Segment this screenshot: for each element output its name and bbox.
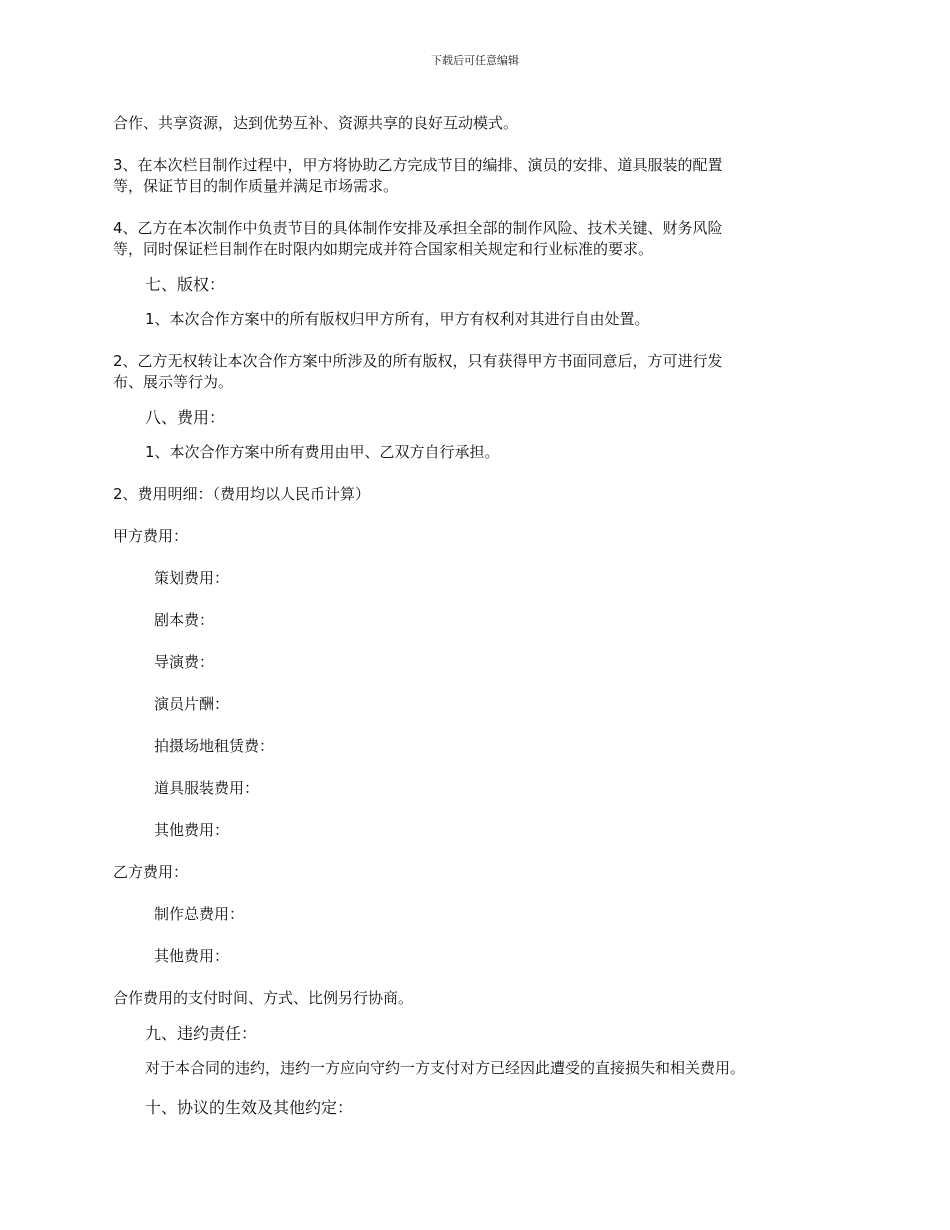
paragraph-line: 等，保证节目的制作质量并满足市场需求。 [113, 177, 399, 195]
fee-item: 策划费用： [154, 569, 230, 587]
party-b-fees-label: 乙方费用： [113, 863, 189, 881]
paragraph-line: 1、本次合作方案中所有费用由甲、乙双方自行承担。 [145, 443, 500, 461]
fee-item: 拍摄场地租赁费： [154, 737, 275, 755]
section-heading-effectiveness: 十、协议的生效及其他约定： [145, 1098, 354, 1117]
fee-item: 演员片酬： [154, 695, 230, 713]
paragraph-line: 合作费用的支付时间、方式、比例另行协商。 [113, 989, 414, 1007]
paragraph-line: 3、在本次栏目制作过程中，甲方将协助乙方完成节目的编排、演员的安排、道具服装的配置 [113, 156, 723, 174]
fee-item: 导演费： [154, 653, 215, 671]
paragraph-line: 合作、共享资源，达到优势互补、资源共享的良好互动模式。 [113, 114, 519, 132]
section-heading-fees: 八、费用： [145, 408, 226, 427]
paragraph-line: 布、展示等行为。 [113, 373, 234, 391]
fee-item: 剧本费： [154, 611, 215, 629]
fee-item: 道具服装费用： [154, 779, 260, 797]
paragraph-line: 对于本合同的违约，违约一方应向守约一方支付对方已经因此遭受的直接损失和相关费用。 [145, 1059, 746, 1077]
fee-item: 制作总费用： [154, 905, 245, 923]
paragraph-line: 2、乙方无权转让本次合作方案中所涉及的所有版权，只有获得甲方书面同意后，方可进行发 [113, 352, 723, 370]
section-heading-breach: 九、违约责任： [145, 1024, 258, 1043]
paragraph-line: 1、本次合作方案中的所有版权归甲方所有，甲方有权利对其进行自由处置。 [145, 310, 650, 328]
section-heading-copyright: 七、版权： [145, 275, 226, 294]
paragraph-line: 2、费用明细：（费用均以人民币计算） [113, 485, 371, 503]
paragraph-line: 4、乙方在本次制作中负责节目的具体制作安排及承担全部的制作风险、技术关键、财务风险 [113, 219, 723, 237]
fee-item: 其他费用： [154, 947, 230, 965]
party-a-fees-label: 甲方费用： [113, 527, 189, 545]
fee-item: 其他费用： [154, 821, 230, 839]
page-header: 下载后可任意编辑 [431, 54, 519, 67]
paragraph-line: 等，同时保证栏目制作在时限内如期完成并符合国家相关规定和行业标准的要求。 [113, 240, 654, 258]
